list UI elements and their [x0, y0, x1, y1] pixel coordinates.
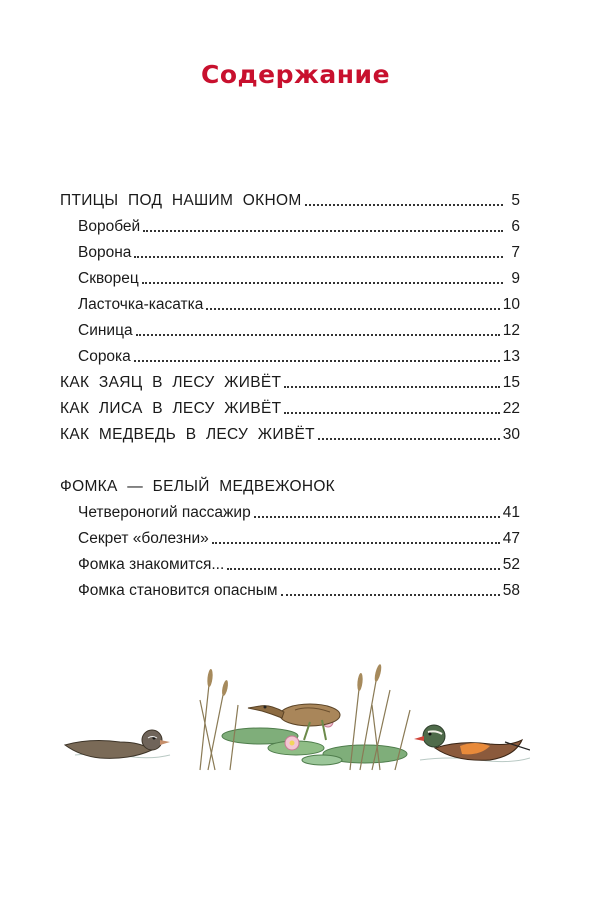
toc-entry-label: Синица — [78, 322, 133, 339]
toc-entry-label: Ворона — [78, 244, 132, 261]
toc-page-number: 10 — [502, 296, 520, 313]
toc-entry-meets[interactable] — [78, 554, 520, 576]
toc-entry-label: Фомка становится опасным — [78, 582, 278, 599]
toc-page-number: 41 — [502, 504, 520, 521]
toc-entry-label: Четвероногий пассажир — [78, 504, 251, 521]
toc-page-number: 58 — [502, 582, 520, 599]
dot-leader — [136, 334, 500, 336]
reed-tops — [207, 664, 383, 697]
dot-leader — [318, 438, 500, 440]
toc-page-number: 30 — [502, 426, 520, 443]
toc-entry-fox[interactable] — [60, 398, 520, 420]
toc-page-number: 13 — [502, 348, 520, 365]
toc-entry-label: Скворец — [78, 270, 139, 287]
dot-leader — [254, 516, 500, 518]
toc-entry-label: КАК ЗАЯЦ В ЛЕСУ ЖИВЁТ — [60, 374, 282, 391]
dot-leader — [134, 256, 503, 258]
toc-page-number: 6 — [511, 218, 520, 235]
toc-entry-label: КАК МЕДВЕДЬ В ЛЕСУ ЖИВЁТ — [60, 426, 315, 443]
toc-entry-secret[interactable] — [78, 528, 520, 550]
dot-leader — [305, 204, 503, 206]
dot-leader — [281, 594, 500, 596]
duck-left — [65, 730, 170, 758]
toc-entry-label: ПТИЦЫ ПОД НАШИМ ОКНОМ — [60, 192, 302, 209]
toc-entry-dangerous[interactable] — [78, 580, 520, 602]
toc-entry-starling[interactable] — [78, 268, 520, 290]
toc-entry-label: ФОМКА — БЕЛЫЙ МЕДВЕЖОНОК — [60, 478, 336, 495]
toc-entry-hare[interactable] — [60, 372, 520, 394]
toc-entry-label: Фомка знакомится... — [78, 556, 225, 573]
toc-entry-birds[interactable] — [60, 190, 520, 212]
pond-illustration — [60, 660, 530, 790]
toc-page-number: 47 — [502, 530, 520, 547]
toc-entry-label: КАК ЛИСА В ЛЕСУ ЖИВЁТ — [60, 400, 282, 417]
toc-page-number: 52 — [502, 556, 520, 573]
toc-entry-label: Воробей — [78, 218, 141, 235]
toc-page-number: 22 — [502, 400, 520, 417]
dot-leader — [142, 282, 503, 284]
dot-leader — [134, 360, 500, 362]
toc-entry-label: Сорока — [78, 348, 131, 365]
toc-entry-label: Секрет «болезни» — [78, 530, 209, 547]
toc-entry-tit[interactable] — [78, 320, 520, 342]
toc-page-number: 7 — [511, 244, 520, 261]
toc-entry-crow[interactable] — [78, 242, 520, 264]
toc-entry-swallow[interactable] — [78, 294, 520, 316]
toc-page-number: 9 — [511, 270, 520, 287]
toc-entry-bear[interactable] — [60, 424, 520, 446]
toc-page-number: 12 — [502, 322, 520, 339]
toc-entry-fomka[interactable] — [60, 476, 520, 498]
toc-entry-sparrow[interactable] — [78, 216, 520, 238]
toc-page-number: 5 — [511, 192, 520, 209]
toc-page-number: 15 — [502, 374, 520, 391]
dot-leader — [284, 386, 499, 388]
duck-right — [414, 725, 530, 760]
dot-leader — [206, 308, 499, 310]
dot-leader — [284, 412, 499, 414]
toc-entry-label: Ласточка-касатка — [78, 296, 204, 313]
dot-leader — [143, 230, 503, 232]
page-title: Содержание — [200, 60, 391, 89]
dot-leader — [227, 568, 499, 570]
dot-leader — [212, 542, 500, 544]
toc-entry-passenger[interactable] — [78, 502, 520, 524]
toc-entry-magpie[interactable] — [78, 346, 520, 368]
